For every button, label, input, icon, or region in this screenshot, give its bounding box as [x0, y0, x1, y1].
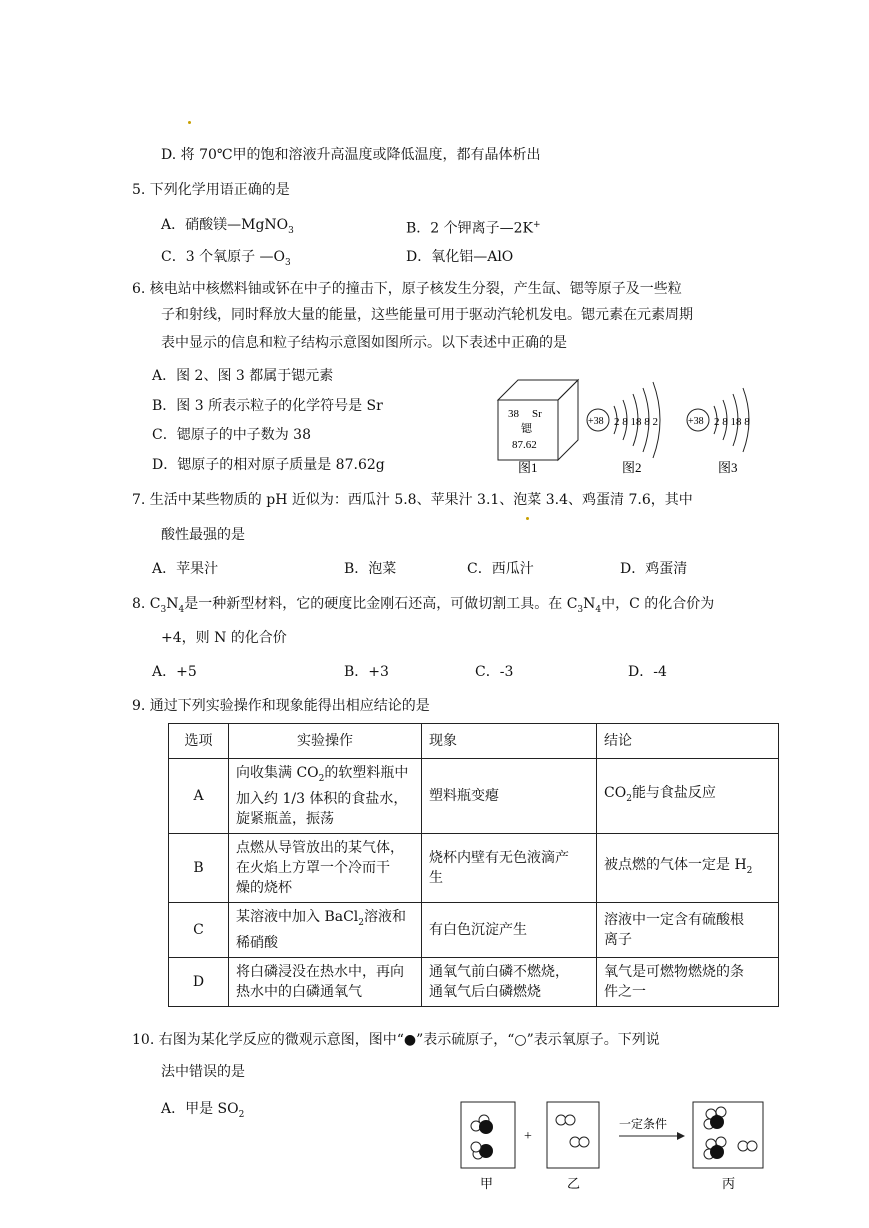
fig3-caption: 图3	[718, 460, 738, 475]
header-option: 选项	[169, 724, 229, 759]
q9-stem: 9. 通过下列实验操作和现象能得出相应结论的是	[132, 698, 430, 714]
reaction-diagram	[455, 1098, 775, 1194]
q8-option-a: A．+5	[152, 664, 197, 680]
row-conclusion: 溶液中一定含有硫酸根 离子	[597, 902, 779, 957]
row-phenomenon: 塑料瓶变瘪	[422, 759, 597, 834]
q10-stem-line1: 10. 右图为某化学反应的微观示意图，图中“●”表示硫原子，“○”表示氧原子。下列说	[132, 1032, 660, 1048]
table-row	[169, 902, 779, 957]
row-phenomenon: 通氧气前白磷不燃烧， 通氧气后白磷燃烧	[422, 957, 597, 1006]
caption-jia: 甲	[480, 1176, 494, 1191]
row-option: B	[169, 833, 229, 902]
q7-stem-line2: 酸性最强的是	[161, 527, 245, 543]
row-operation: 点燃从导管放出的某气体， 在火焰上方罩一个冷而干 燥的烧杯	[229, 833, 422, 902]
q6-figures	[490, 372, 790, 482]
caption-bing: 丙	[722, 1176, 736, 1191]
experiment-table	[168, 723, 779, 1007]
q5-stem: 5. 下列化学用语正确的是	[132, 182, 290, 198]
fig2-caption: 图2	[622, 460, 642, 475]
row-option: A	[169, 759, 229, 834]
q6-option-d: D．锶原子的相对原子质量是 87.62g	[152, 457, 385, 473]
q5-option-c: C．3 个氧原子 $—O_3$	[161, 249, 291, 268]
fig3-nucleus: +38	[688, 416, 704, 427]
row-operation: 向收集满 $CO_2$的软塑料瓶中 加入约 1/3 体积的食盐水， 旋紧瓶盖，振荡	[229, 759, 422, 834]
q7-stem-line1: 7. 生活中某些物质的 pH 近似为：西瓜汁 5.8、苹果汁 3.1、泡菜 3.4、鸡蛋清 7.6，其中	[132, 492, 693, 508]
q7-option-c: C．西瓜汁	[467, 561, 534, 577]
so2-molecule	[471, 1115, 493, 1134]
reactant-box-jia	[461, 1102, 515, 1191]
arrow-condition-label: 一定条件	[619, 1117, 668, 1131]
header-conclusion: 结论	[597, 724, 779, 759]
row-operation: 某溶液中加入 BaCl$_2$溶液和 稀硝酸	[229, 902, 422, 957]
row-phenomenon: 烧杯内壁有无色液滴产 生	[422, 833, 597, 902]
ink-dot	[188, 121, 191, 124]
q10-option-a: A．甲是 $SO_2$	[161, 1101, 245, 1120]
row-conclusion: $CO_2$能与食盐反应	[597, 759, 779, 834]
element-mass: 87.62	[512, 439, 537, 451]
product-box-bing	[693, 1102, 763, 1191]
q6-stem-line2: 子和射线，同时释放大量的能量，这些能量可用于驱动汽轮机发电。锶元素在元素周期	[161, 307, 693, 323]
row-option: D	[169, 957, 229, 1006]
table-row	[169, 957, 779, 1006]
q5-option-b: B．2 个钾离子—2K+	[406, 220, 541, 237]
row-conclusion: 被点燃的气体一定是 $H_2$	[597, 833, 779, 902]
o2-molecule	[738, 1141, 757, 1151]
table-row	[169, 833, 779, 902]
q8-option-d: D．-4	[628, 664, 667, 680]
row-operation: 将白磷浸没在热水中，再向 热水中的白磷通氧气	[229, 957, 422, 1006]
q6-stem-line1: 6. 核电站中核燃料铀或钚在中子的撞击下，原子核发生分裂，产生氙、锶等原子及一些粒	[132, 281, 682, 297]
element-symbol: Sr	[532, 408, 542, 420]
fig2-nucleus: +38	[588, 416, 604, 427]
fig3-shells: 2 8 18 8	[714, 416, 750, 428]
row-conclusion: 氧气是可燃物燃烧的条 件之一	[597, 957, 779, 1006]
reactant-box-yi	[547, 1102, 599, 1191]
caption-yi: 乙	[567, 1176, 581, 1191]
element-name: 锶	[521, 423, 532, 435]
q6-stem-line3: 表中显示的信息和粒子结构示意图如图所示。以下表述中正确的是	[161, 335, 567, 351]
strontium-atom-diagram	[587, 382, 660, 475]
row-option: C	[169, 902, 229, 957]
table-header-row	[169, 724, 779, 759]
strontium-element-card	[498, 380, 578, 475]
q6-option-b: B．图 3 所表示粒子的化学符号是 Sr	[152, 398, 383, 414]
header-operation: 实验操作	[229, 724, 422, 759]
q8-stem-line2: +4，则 N 的化合价	[161, 630, 287, 646]
reaction-arrow	[619, 1116, 685, 1140]
fig1-caption: 图1	[518, 460, 538, 475]
q10-stem-line2: 法中错误的是	[161, 1064, 245, 1080]
element-number: 38	[508, 408, 519, 420]
q5-option-d: D．氧化铝—AlO	[406, 249, 514, 265]
q6-option-a: A．图 2、图 3 都属于锶元素	[152, 368, 334, 384]
q8-option-b: B．+3	[344, 664, 389, 680]
fig2-shells: 2 8 18 8 2	[614, 416, 658, 428]
table-row	[169, 759, 779, 834]
q7-option-b: B．泡菜	[344, 561, 397, 577]
q7-option-a: A．苹果汁	[152, 561, 219, 577]
q7-option-d: D．鸡蛋清	[620, 561, 688, 577]
q4-option-d: D. 将 70℃甲的饱和溶液升高温度或降低温度，都有晶体析出	[161, 147, 541, 163]
plus-sign: +	[524, 1129, 532, 1144]
q6-option-c: C．锶原子的中子数为 38	[152, 427, 311, 443]
strontium-ion-diagram	[687, 388, 750, 475]
so3-molecule	[704, 1137, 726, 1159]
q8-option-c: C．-3	[475, 664, 514, 680]
so3-molecule	[704, 1107, 726, 1129]
ink-dot	[526, 517, 529, 520]
o2-molecule	[570, 1137, 589, 1147]
q8-stem-line1: 8. $C_3N_4$是一种新型材料，它的硬度比金刚石还高，可做切割工具。在 $C_3N_4$中，C 的化合价为	[132, 596, 715, 615]
o2-molecule	[556, 1115, 575, 1125]
q5-option-a: A．硝酸镁—MgNO$_3$	[161, 217, 294, 236]
header-phenomenon: 现象	[422, 724, 597, 759]
row-phenomenon: 有白色沉淀产生	[422, 902, 597, 957]
so2-molecule	[471, 1142, 493, 1159]
